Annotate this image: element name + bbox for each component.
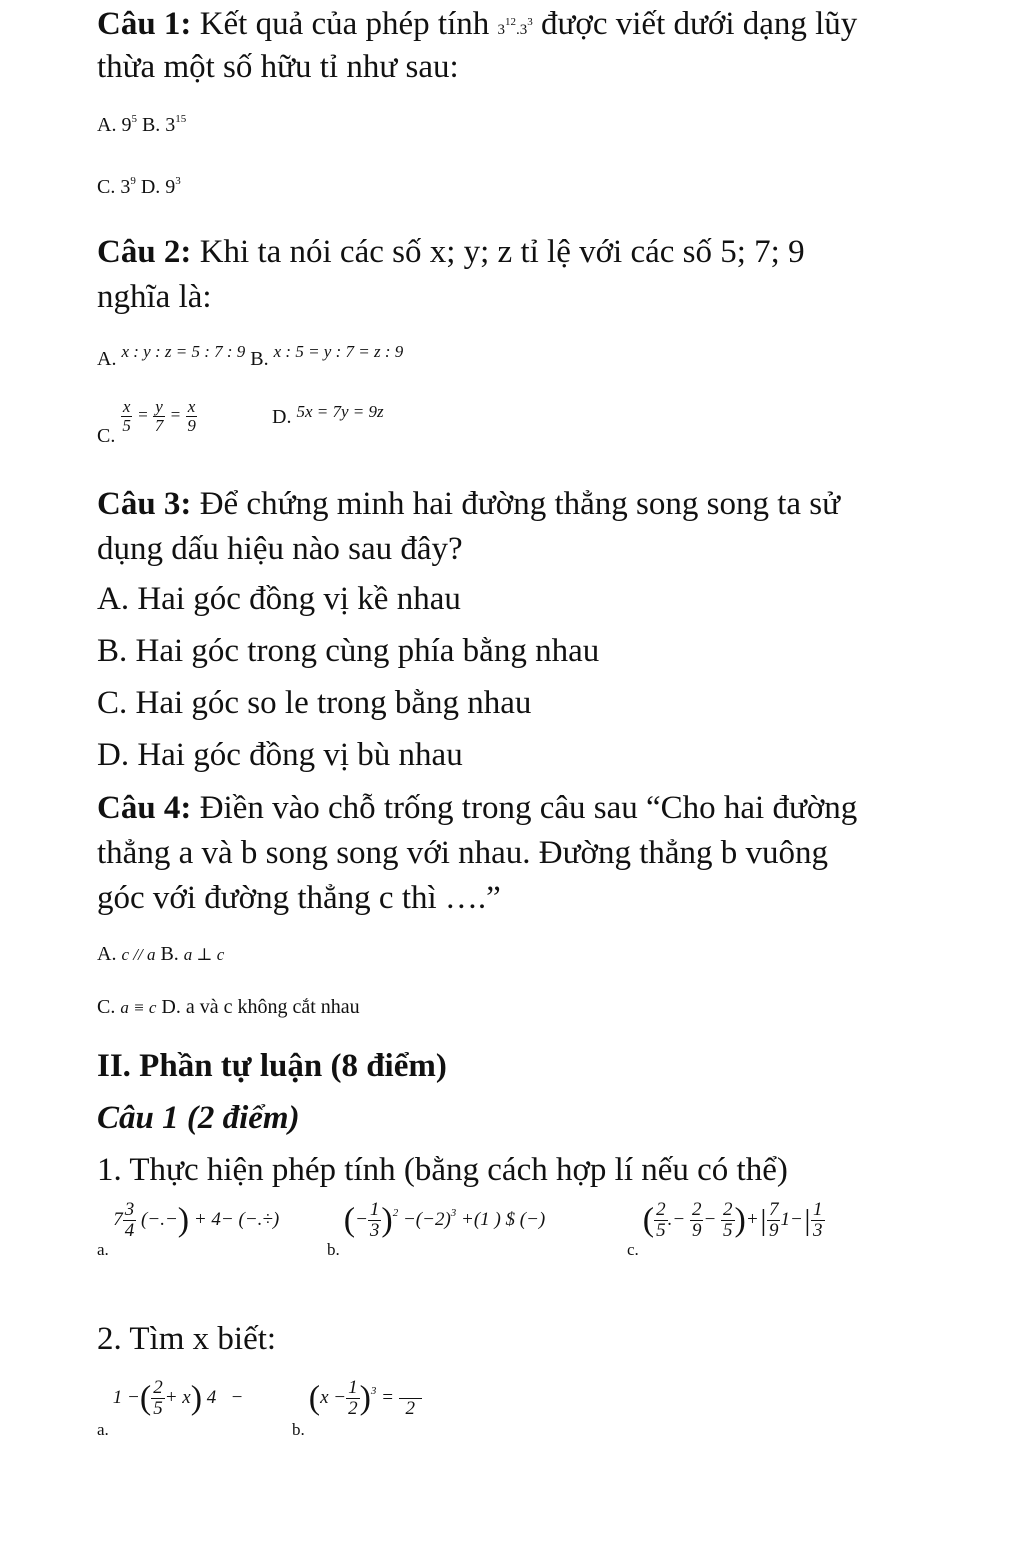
task1-b: b. (− $\frac{1}{3}$ )$^2 -(-2)^3 +(1$ ) $ (−) bbox=[327, 1199, 546, 1259]
part2-cau1: Câu 1 (2 điểm) bbox=[97, 1100, 300, 1136]
q1-option-b: $3^{15}$ bbox=[165, 113, 187, 136]
part2-heading: II. Phần tự luận (8 điểm) bbox=[97, 1048, 447, 1084]
q4-option-b: a ⊥ c bbox=[183, 945, 225, 964]
q4-label: Câu 4: bbox=[97, 790, 192, 826]
q3-option-a: A. Hai góc đồng vị kề nhau bbox=[97, 581, 461, 617]
q3-line2: dụng dấu hiệu nào sau đây? bbox=[97, 531, 463, 567]
q1-text-a: Kết quả của phép tính bbox=[199, 6, 490, 42]
task1-c: c. ( $\frac{2}{5}$ .− $\frac{2}{9}$ − $\frac{2}{5}$ )+| $\frac{7}{9}$ 1−| $\frac{1}{3}$ bbox=[627, 1199, 823, 1259]
q4-option-d: D. a và c không cắt nhau bbox=[161, 996, 360, 1018]
q4-options-ab: A. c // a B. a ⊥ c bbox=[97, 943, 225, 965]
q1-text-b: được viết dưới dạng lũy bbox=[541, 6, 858, 42]
q2-option-d-wrap: D. 5x = 7y = 9z bbox=[272, 402, 384, 428]
q1-options-cd: C. $3^9$ D. $9^3$ bbox=[97, 175, 181, 198]
task2-a: a. 1 −( $\frac{2}{5}$ + x) 4 − bbox=[97, 1377, 244, 1439]
q1-expression: $3^{12}.3^3$ bbox=[497, 16, 533, 38]
q2-line1: Câu 2: Khi ta nói các số x; y; z tỉ lệ với các số 5; 7; 9 bbox=[97, 234, 805, 270]
q2-line2: nghĩa là: bbox=[97, 279, 212, 315]
q1-option-d: $9^3$ bbox=[165, 175, 181, 198]
q4-option-a: c // a bbox=[121, 945, 156, 964]
q4-line2: thẳng a và b song song với nhau. Đường thẳng b vuông bbox=[97, 835, 829, 871]
q4-options-cd: C. a ≡ c D. a và c không cắt nhau bbox=[97, 996, 360, 1018]
q1-options-ab: A. $9^5$ B. $3^{15}$ bbox=[97, 113, 187, 136]
q2-option-c: $\frac{x}{5}$ = $\frac{y}{7}$ = $\frac{x}{9}$ bbox=[122, 397, 196, 435]
task2-b: b. (x − $\frac{1}{2}$ )$^3$ = 2 bbox=[292, 1378, 422, 1419]
q2-option-a: x : y : z = 5 : 7 : 9 bbox=[121, 342, 246, 361]
q3-label: Câu 3: bbox=[97, 486, 192, 522]
q4-line3: góc với đường thẳng c thì ….” bbox=[97, 880, 501, 916]
q1-line2: thừa một số hữu tỉ như sau: bbox=[97, 49, 459, 85]
q2-options-cd: C. $\frac{x}{5}$ = $\frac{y}{7}$ = $\frac{x}{9}$ bbox=[97, 397, 196, 448]
q3-option-b: B. Hai góc trong cùng phía bằng nhau bbox=[97, 633, 600, 669]
q1-option-a: $9^5$ bbox=[121, 113, 137, 136]
q2-option-b: x : 5 = y : 7 = z : 9 bbox=[273, 342, 404, 361]
part2-task2: 2. Tìm x biết: bbox=[97, 1321, 277, 1357]
q3-option-c: C. Hai góc so le trong bằng nhau bbox=[97, 685, 532, 721]
q4-line1: Câu 4: Điền vào chỗ trống trong câu sau “Cho hai đường bbox=[97, 790, 858, 826]
q1-option-c: $3^9$ bbox=[120, 175, 136, 198]
q3-option-d: D. Hai góc đồng vị bù nhau bbox=[97, 737, 463, 773]
part2-task1: 1. Thực hiện phép tính (bằng cách hợp lí nếu có thể) bbox=[97, 1152, 788, 1188]
q1-label: Câu 1: bbox=[97, 6, 192, 42]
q2-options-ab: A. x : y : z = 5 : 7 : 9 B. x : 5 = y : 7 = z : 9 bbox=[97, 342, 404, 370]
q2-label: Câu 2: bbox=[97, 234, 192, 270]
q4-option-c: a ≡ c bbox=[120, 998, 157, 1017]
q2-option-d: 5x = 7y = 9z bbox=[296, 402, 384, 421]
task1-a: a. 7 $\frac{3}{4}$ (−.−) + 4− (−.÷) bbox=[97, 1199, 280, 1259]
q3-line1: Câu 3: Để chứng minh hai đường thẳng song song ta sử bbox=[97, 486, 840, 522]
